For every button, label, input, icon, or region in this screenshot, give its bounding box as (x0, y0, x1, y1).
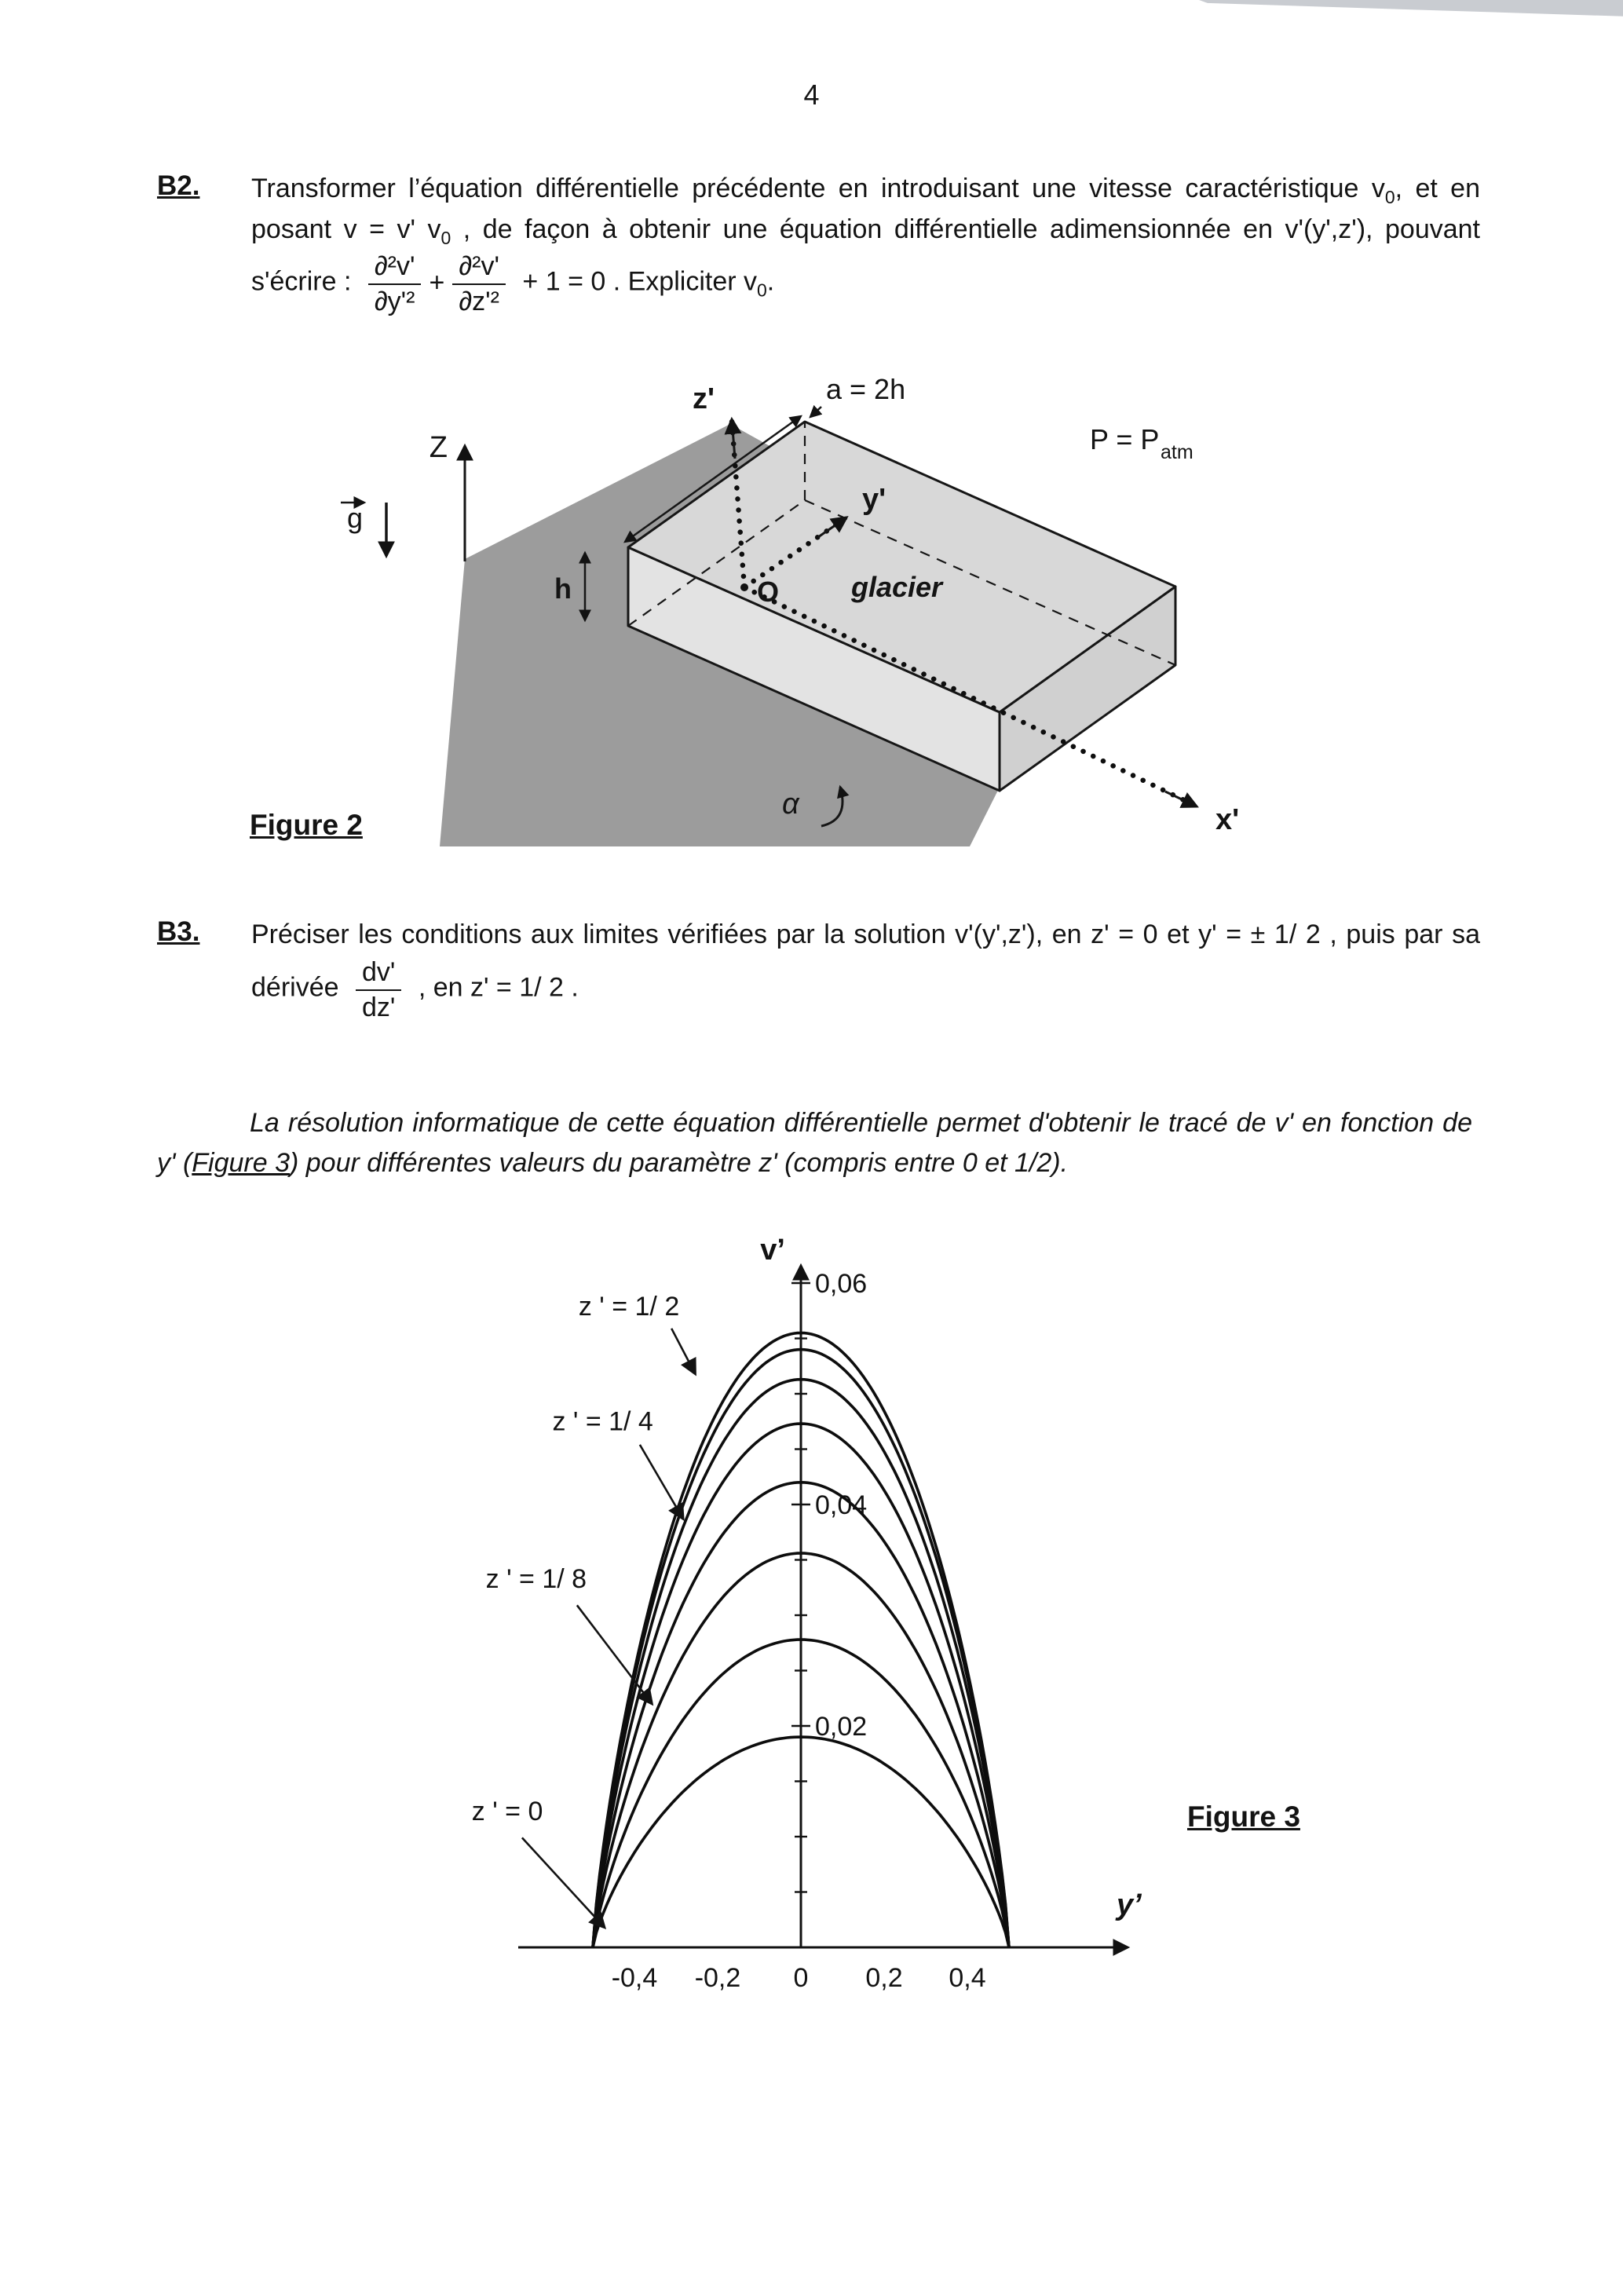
a-dimension-label: a = 2h (826, 373, 906, 405)
fraction-denominator: ∂z'² (459, 287, 499, 317)
fraction-numerator: dv' (356, 956, 401, 991)
y-prime-axis-label: y' (862, 483, 886, 516)
figure3-reference: Figure 3 (192, 1148, 290, 1178)
b2-seg3: , de façon à obtenir une équation différentielle adimensionnée en v'(y',z'), pouvant s'écrire : (251, 214, 1480, 297)
y-tick-label: 0,2 (865, 1963, 903, 1993)
fraction-denominator: ∂y'² (374, 287, 415, 317)
origin-point (740, 583, 748, 591)
note-paragraph (157, 1103, 1472, 1183)
y-axis-label: y’ (1117, 1888, 1142, 1921)
curve-annotation-label: z ' = 1/ 4 (552, 1406, 653, 1437)
fraction-numerator: ∂²v' (452, 250, 506, 285)
pressure-label: P = P (1090, 423, 1160, 455)
b3-label: B3. (157, 916, 200, 947)
v-tick-label: 0,04 (815, 1490, 868, 1520)
curve-annotation-label: z ' = 1/ 8 (485, 1563, 587, 1594)
alpha-angle-label: α (782, 788, 799, 821)
b3-text (251, 915, 1480, 1022)
b2-seg2: , et en posant v = v' v (251, 174, 1480, 244)
scan-artifact (1199, 0, 1623, 20)
note-seg2: ) pour différentes valeurs du paramètre z' (compris entre 0 et 1/2). (290, 1148, 1069, 1178)
b2-v0-subscript-2: 0 (440, 227, 451, 248)
section-b3 (157, 915, 1480, 1022)
figure3-chart (440, 1225, 1351, 2026)
v-axis-label: v’ (760, 1234, 785, 1267)
fraction-dv-dz (356, 956, 401, 1022)
fraction-denominator: dz' (361, 992, 396, 1022)
y-tick-label: -0,4 (611, 1963, 658, 1993)
x-prime-axis-label: x' (1215, 803, 1240, 836)
y-tick-label: 0 (793, 1963, 809, 1993)
z-prime-axis-label: z' (692, 382, 715, 415)
pressure-subscript: atm (1161, 441, 1193, 463)
annotation-arrow (522, 1837, 605, 1927)
h-dimension-label: h (554, 572, 572, 605)
v-tick-label: 0,02 (815, 1712, 868, 1742)
x-prime-axis-arrowhead (1165, 792, 1197, 806)
b2-label: B2. (157, 170, 200, 201)
y-tick-label: -0,2 (694, 1963, 741, 1993)
v-tick-label: 0,06 (815, 1269, 868, 1299)
b2-v0-subscript-3: 0 (757, 280, 767, 301)
note-seg1: La résolution informatique de cette équation différentielle permet d'obtenir le tracé de v' en fonction de y' ( (157, 1108, 1472, 1178)
plus-operator: + (429, 268, 445, 298)
b3-seg1: Préciser les conditions aux limites vérifiées par la solution v'(y',z'), en z' = 0 et y' = ± 1/ 2 , puis par sa dérivée (251, 919, 1480, 1003)
annotation-arrow (671, 1329, 695, 1374)
b2-seg1: Transformer l’équation différentielle précédente en introduisant une vitesse caractéristique v (251, 174, 1385, 203)
fraction-d2v-dy2 (368, 250, 422, 316)
page-number: 4 (803, 79, 820, 111)
gravity-label: g (346, 502, 363, 534)
b2-v0-subscript: 0 (1384, 186, 1395, 207)
b2-text (251, 169, 1480, 317)
annotation-arrow (640, 1445, 683, 1519)
b3-derivative (353, 956, 404, 1022)
b2-seg5: . (766, 266, 775, 297)
b2-seg4: + 1 = 0 . Expliciter v (514, 266, 757, 297)
b3-seg2: , en z' = 1/ 2 . (411, 972, 579, 1003)
a-leader-arrow (810, 407, 821, 417)
origin-label: O (757, 576, 780, 608)
curve-annotation-label: z ' = 0 (471, 1796, 543, 1826)
y-tick-label: 0,4 (949, 1963, 986, 1993)
b2-differential-equation (365, 250, 509, 316)
Z-axis-label: Z (429, 431, 448, 464)
fraction-d2v-dz2 (452, 250, 506, 316)
figure3-caption: Figure 3 (1187, 1801, 1300, 1833)
section-b2 (157, 169, 1480, 317)
curve-annotation-label: z ' = 1/ 2 (578, 1291, 680, 1322)
fraction-numerator: ∂²v' (368, 250, 422, 285)
figure2-caption: Figure 2 (250, 809, 363, 841)
glacier-label: glacier (851, 571, 943, 603)
